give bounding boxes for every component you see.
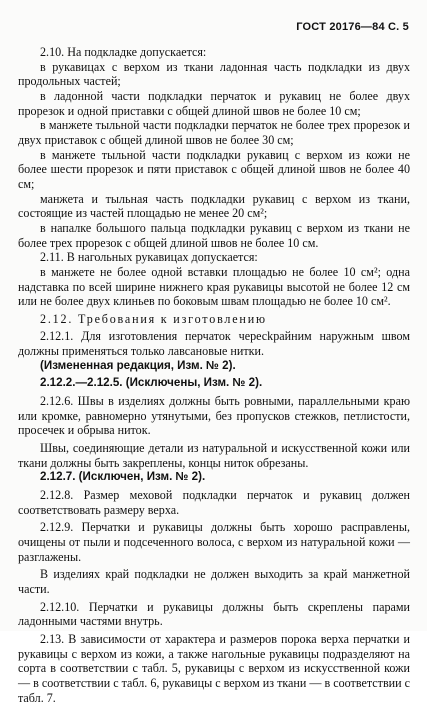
paragraph-2-12-8: 2.12.8. Размер меховой подкладки перчаток и рукавиц должен соответствовать размеру верха. (18, 488, 410, 517)
paragraph: в манжете тыльной части подкладки рукавиц с верхом из кожи не более шести прорезок и пяти приставок с общей длиной швов не более 40 см; (18, 147, 410, 191)
running-header: ГОСТ 20176—84 С. 5 (296, 21, 409, 33)
amendment-note: 2.12.7. (Исключен, Изм. № 2). (40, 470, 206, 484)
paragraph: Швы, соединяющие детали из натуральной и искусственной кожи или ткани должны быть закреплены, концы ниток обрезаны. (18, 441, 410, 470)
paragraph: В изделиях край подкладки не должен выходить за край манжетной части. (18, 567, 410, 596)
paragraph-2-12-1: 2.12.1. Для изготовления перчаток чересkрайним наружным швом должны применяться только лавсановые нитки. (18, 329, 410, 359)
paragraph: в манжете тыльной части подкладки перчаток не более трех прорезок и двух приставок с общей длиной швов не более 30 см; (18, 118, 410, 147)
paragraph: манжета и тыльная часть подкладки рукавиц с верхом из ткани, состоящие из частей площадью не менее 20 см²; (18, 191, 410, 221)
paragraph-2-12-6: 2.12.6. Швы в изделиях должны быть ровными, параллельными краю или кромке, равномерно утянутыми, без пропусков стежков, петлистости, просечек и обрыва ниток. (18, 394, 410, 438)
paragraph-2-11: 2.11. В нагольных рукавицах допускается: (40, 250, 258, 265)
paragraph-2-12-9: 2.12.9. Перчатки и рукавицы должны быть хорошо расправлены, очищены от пыли и подсеченного волоса, с верхом из натуральной кожи — разглажены. (18, 520, 410, 564)
paragraph: в манжете не более одной вставки площадью не более 10 см²; одна надставка по всей ширине нижнего края рукавицы высотой не более 12 см или не более двух клиньев по боковым швам площадью не более 10 см². (18, 264, 410, 309)
amendment-note: (Измененная редакция, Изм. № 2). (40, 358, 236, 372)
paragraph: в напалке большого пальца подкладки рукавиц с верхом из ткани не более трех прорезок с общей длиной швов не более 10 см. (18, 220, 410, 250)
document-body (18, 45, 410, 705)
paragraph: в рукавицах с верхом из ткани ладонная часть подкладки из двух продольных частей; (18, 59, 410, 89)
amendment-note: 2.12.2.—2.12.5. (Исключены, Изм. № 2). (40, 376, 263, 390)
paragraph-2-12-10: 2.12.10. Перчатки и рукавицы должны быть скреплены парами ладонными частями внутрь. (18, 599, 410, 629)
paragraph-2-13: 2.13. В зависимости от характера и размеров порока верха перчатки и рукавицы с верхом из кожи, а также нагольные рукавицы подразделяют на сорта в соответствии с табл. 5, рукавицы с верхом из искусственной кожи — в соответствии с табл. 6, рукавицы с верхом из ткани — в соответствии с табл. 7. (18, 631, 410, 705)
paragraph-2-10: 2.10. На подкладке допускается: (40, 45, 207, 59)
paragraph: в ладонной части подкладки перчаток и рукавиц не более двух прорезок и одной приставки с общей длиной швов не более 10 см; (18, 88, 410, 118)
section-heading-2-12: 2.12. Требования к изготовлению (40, 311, 267, 326)
